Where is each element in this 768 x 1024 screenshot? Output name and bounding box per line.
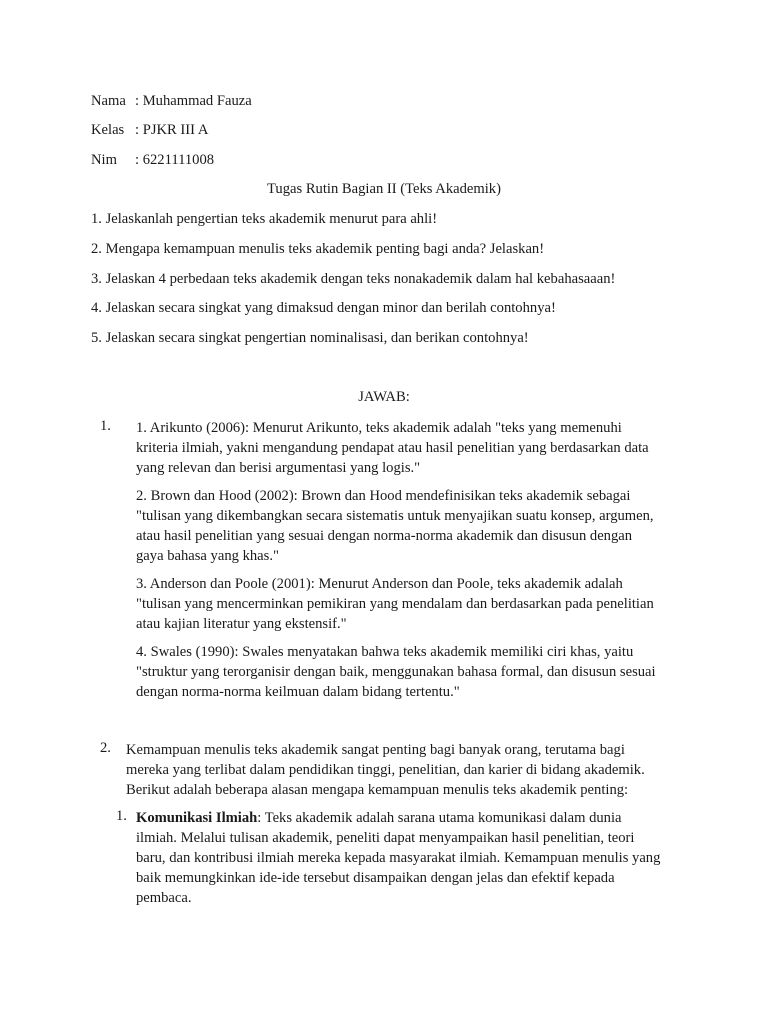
text-line: gaya bahasa yang khas." xyxy=(136,548,279,564)
text-line: kriteria ilmiah, yakni mengandung pendapat atau hasil penelitian yang berdasarkan data xyxy=(136,440,649,456)
definition-paragraph xyxy=(136,486,654,566)
text-line: yang relevan dan berisi argumentasi yang logis." xyxy=(136,460,421,476)
text-line: 1. Arikunto (2006): Menurut Arikunto, teks akademik adalah "teks yang memenuhi xyxy=(136,420,622,436)
question-item: 3. Jelaskan 4 perbedaan teks akademik dengan teks nonakademik dalam hal kebahasaaan! xyxy=(91,271,616,287)
text-line: "struktur yang terorganisir dengan baik, menggunakan bahasa formal, dan disusun sesuai xyxy=(136,664,656,680)
text-line: Kemampuan menulis teks akademik sangat penting bagi banyak orang, terutama bagi xyxy=(126,742,625,758)
text-line: "tulisan yang dikembangkan secara sistematis untuk menyajikan suatu konsep, argumen, xyxy=(136,508,654,524)
sub-item-number: 1. xyxy=(116,808,127,824)
text-line: baru, dan kontribusi ilmiah mereka kepada masyarakat ilmiah. Kemampuan menulis yang xyxy=(136,850,661,866)
definition-paragraph xyxy=(136,642,656,702)
question-item: 2. Mengapa kemampuan menulis teks akademik penting bagi anda? Jelaskan! xyxy=(91,241,545,257)
assignment-title: Tugas Rutin Bagian II (Teks Akademik) xyxy=(267,181,501,197)
nama-value: : Muhammad Fauza xyxy=(135,93,252,109)
question-item: 1. Jelaskanlah pengertian teks akademik menurut para ahli! xyxy=(91,211,438,227)
text-line: Berikut adalah beberapa alasan mengapa kemampuan menulis teks akademik penting: xyxy=(126,782,629,798)
sub-item-first-line: : Teks akademik adalah sarana utama komunikasi dalam dunia xyxy=(257,810,622,826)
text-line: dengan norma-norma keilmuan dalam bidang tertentu." xyxy=(136,684,460,700)
kelas-value: : PJKR III A xyxy=(135,122,209,138)
text-line: mereka yang terlibat dalam pendidikan tinggi, penelitian, dan karier di bidang akademik. xyxy=(126,762,645,778)
text-line: atau hasil penelitian yang sesuai dengan norma-norma akademik dan disusun dengan xyxy=(136,528,633,544)
definition-paragraph xyxy=(136,574,654,634)
sub-item-paragraph xyxy=(136,808,660,908)
answer-2-intro xyxy=(126,740,645,800)
answer-number: 1. xyxy=(100,418,111,434)
text-line: 4. Swales (1990): Swales menyatakan bahwa teks akademik memiliki ciri khas, yaitu xyxy=(136,644,634,660)
text-line xyxy=(136,808,660,828)
nama-label: Nama xyxy=(91,93,126,109)
sub-item-heading: Komunikasi Ilmiah xyxy=(136,810,258,826)
kelas-label: Kelas xyxy=(91,122,125,138)
text-line: ilmiah. Melalui tulisan akademik, peneliti dapat menyampaikan hasil penelitian, teori xyxy=(136,830,635,846)
definition-paragraph xyxy=(136,418,649,478)
text-line: "tulisan yang mencerminkan pemikiran yang mendalam dan berdasarkan pada penelitian xyxy=(136,596,654,612)
text-line: baik memungkinkan ide-ide tersebut disampaikan dengan jelas dan efektif kepada xyxy=(136,870,615,886)
answer-heading: JAWAB: xyxy=(358,389,410,405)
nim-value: : 6221111008 xyxy=(135,152,215,168)
text-line: 2. Brown dan Hood (2002): Brown dan Hood mendefinisikan teks akademik sebagai xyxy=(136,488,631,504)
question-item: 4. Jelaskan secara singkat yang dimaksud dengan minor dan berilah contohnya! xyxy=(91,300,556,316)
question-item: 5. Jelaskan secara singkat pengertian nominalisasi, dan berikan contohnya! xyxy=(91,330,529,346)
text-line: atau kajian literatur yang ekstensif." xyxy=(136,616,347,632)
text-line: 3. Anderson dan Poole (2001): Menurut Anderson dan Poole, teks akademik adalah xyxy=(136,576,623,592)
answer-number: 2. xyxy=(100,740,111,756)
text-line: pembaca. xyxy=(136,890,192,906)
nim-label: Nim xyxy=(91,152,117,168)
